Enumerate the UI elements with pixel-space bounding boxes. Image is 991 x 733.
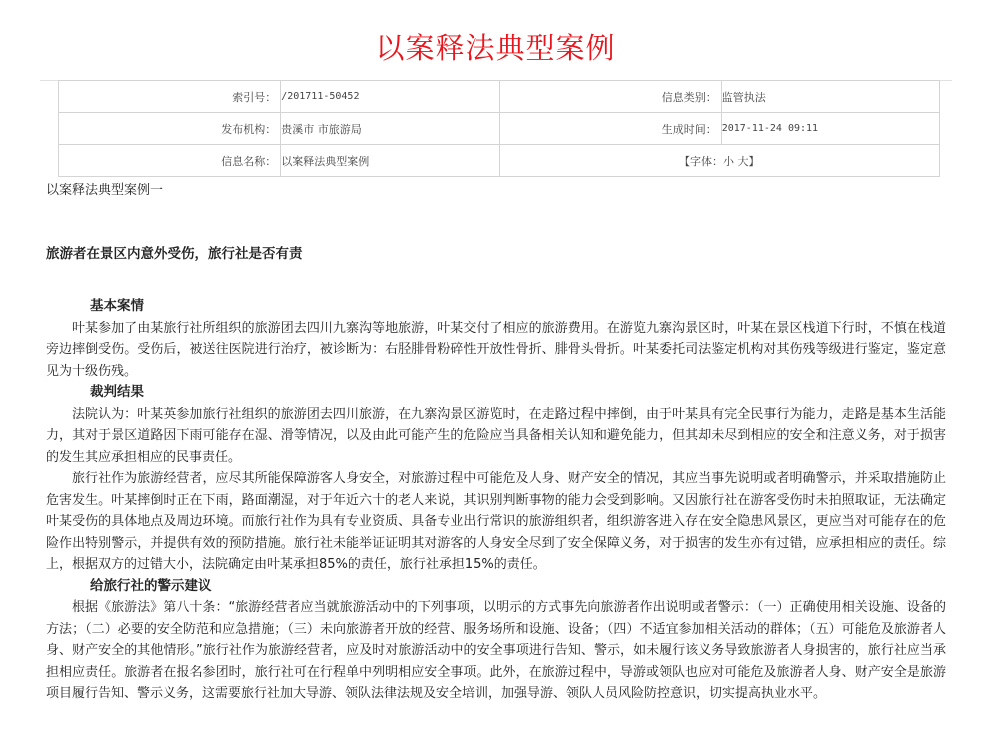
section-heading-basic-facts: 基本案情 <box>90 298 144 314</box>
font-size-suffix: 】 <box>748 154 760 168</box>
info-row <box>59 81 940 113</box>
case-headline: 旅游者在景区内意外受伤，旅行社是否有责 <box>46 245 303 262</box>
font-size-prefix: 【字体： <box>679 154 723 168</box>
publisher-value: 贵溪市 市旅游局 <box>281 113 499 145</box>
section-heading-warning-advice: 给旅行社的警示建议 <box>90 577 212 594</box>
publisher-label: 发布机构： <box>59 113 281 145</box>
paragraph: 旅行社作为旅游经营者，应尽其所能保障游客人身安全，对旅游过程中可能危及人身、财产安全的情况，其应当事先说明或者明确警示，并采取措施防止危害发生。叶某摔倒时正在下雨，路面潮湿，对于年近六十的老人来说，其识别判断事物的能力会受到影响。又因旅行社在游客受伤时未拍照取证，无法确定叶某受伤的具体地点及周边环境。而旅行社作为具有专业资质、具备专业出行常识的旅游组织者，组织游客进入存在安全隐患风景区，更应当对可能存在的危险作出特别警示，并提供有效的预防措施。旅行社未能举证证明其对游客的人身安全尽到了安全保障义务，对于损害的发生亦有过错，应承担相应的责任。综上，根据双方的过错大小，法院确定由叶某承担85%的责任，旅行社承担15%的责任。 <box>46 471 946 572</box>
created-time-value: 2017-11-24 09:11 <box>721 113 939 145</box>
font-large-link[interactable]: 大 <box>737 154 749 168</box>
case-title: 以案释法典型案例一 <box>46 183 164 198</box>
section-heading-judgment: 裁判结果 <box>90 384 144 400</box>
font-size-control <box>499 145 939 177</box>
info-row <box>59 113 940 145</box>
info-name-label: 信息名称： <box>59 145 281 177</box>
paragraph: 法院认为：叶某英参加旅行社组织的旅游团去四川旅游，在九寨沟景区游览时，在走路过程中摔倒，由于叶某具有完全民事行为能力，走路是基本生活能力，其对于景区道路因下雨可能存在湿、滑等情况，以及由此可能产生的危险应当具备相关认知和避免能力，但其却未尽到相应的安全和注意义务，对于损害的发生其应承担相应的民事责任。 <box>46 406 946 465</box>
article-body <box>46 180 946 705</box>
index-number-label: 索引号： <box>59 81 281 113</box>
info-category-value: 监管执法 <box>721 81 939 113</box>
paragraph: 根据《旅游法》第八十条：“旅游经营者应当就旅游活动中的下列事项，以明示的方式事先向旅游者作出说明或者警示：（一）正确使用相关设施、设备的方法；（二）必要的安全防范和应急措施；（三）未向旅游者开放的经营、服务场所和设施、设备；（四）不适宜参加相关活动的群体；（五）可能危及旅游者人身、财产安全的其他情形。”旅行社作为旅游经营者，应及时对旅游活动中的安全事项进行告知、警示，如未履行该义务导致旅游者人身损害的，旅行社应当承担相应责任。旅游者在报名参团时，旅行社可在行程单中列明相应安全事项。此外，在旅游过程中，导游或领队也应对可能危及旅游者人身、财产安全是旅游项目履行告知、警示义务，这需要旅行社加大导游、领队法律法规及安全培训，加强导游、领队人员风险防控意识，切实提高执业水平。 <box>46 600 946 701</box>
info-name-value: 以案释法典型案例 <box>281 145 499 177</box>
font-small-link[interactable]: 小 <box>723 154 734 168</box>
info-category-label: 信息类别： <box>499 81 721 113</box>
index-number-value: /201711-50452 <box>281 81 499 113</box>
info-row <box>59 145 940 177</box>
created-time-label: 生成时间： <box>499 113 721 145</box>
paragraph: 叶某参加了由某旅行社所组织的旅游团去四川九寨沟等地旅游，叶某交付了相应的旅游费用。在游览九寨沟景区时，叶某在景区栈道下行时，不慎在栈道旁边摔倒受伤。受伤后，被送往医院进行治疗，被诊断为：右胫腓骨粉碎性开放性骨折、腓骨头骨折。叶某委托司法鉴定机构对其伤残等级进行鉴定，鉴定意见为十级伤残。 <box>46 320 946 379</box>
info-table <box>58 80 940 177</box>
page-title: 以案释法典型案例 <box>375 31 616 65</box>
